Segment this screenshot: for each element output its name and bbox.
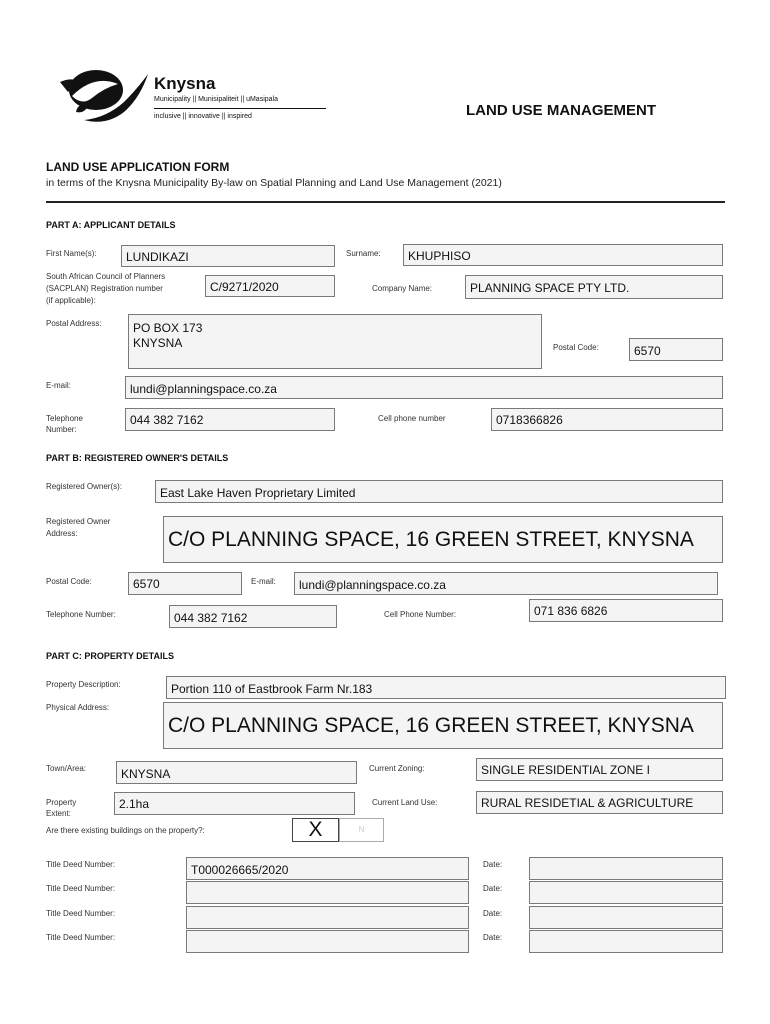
date-label-4: Date:	[483, 933, 503, 942]
postal-address-line-2: KNYSNA	[133, 336, 183, 350]
extent-label-1: Property	[46, 798, 77, 807]
brand-subtitle: Municipality || Munisipaliteit || uMasipala	[154, 96, 278, 103]
b-postal-code-label: Postal Code:	[46, 577, 92, 586]
cell-label: Cell phone number	[378, 414, 446, 423]
brand-tagline: inclusive || innovative || inspired	[154, 113, 252, 120]
postal-code-field[interactable]: 6570	[629, 338, 723, 361]
b-cell-label: Cell Phone Number:	[384, 610, 457, 619]
form-title: LAND USE APPLICATION FORM	[46, 160, 230, 174]
title-deed-field-2[interactable]	[186, 881, 469, 904]
property-description-label: Property Description:	[46, 680, 121, 689]
surname-label: Surname:	[346, 249, 381, 258]
physical-address-label: Physical Address:	[46, 703, 110, 712]
telephone-field[interactable]: 044 382 7162	[125, 408, 335, 431]
date-field-3[interactable]	[529, 906, 723, 929]
b-email-field[interactable]: lundi@planningspace.co.za	[294, 572, 718, 595]
sacplan-label-1: South African Council of Planners	[46, 272, 166, 281]
brand-name: Knysna	[154, 74, 216, 93]
owner-label: Registered Owner(s):	[46, 482, 123, 491]
title-deed-field-3[interactable]	[186, 906, 469, 929]
title-deed-field-4[interactable]	[186, 930, 469, 953]
brand-divider	[154, 108, 326, 109]
title-deed-label-1: Title Deed Number:	[46, 860, 116, 869]
title-deed-label-4: Title Deed Number:	[46, 933, 116, 942]
title-divider	[46, 201, 725, 203]
telephone-label-1: Telephone	[46, 414, 83, 423]
part-c-heading: PART C: PROPERTY DETAILS	[46, 651, 175, 661]
town-field[interactable]: KNYSNA	[116, 761, 357, 784]
zoning-field[interactable]: SINGLE RESIDENTIAL ZONE I	[476, 758, 723, 781]
email-field[interactable]: lundi@planningspace.co.za	[125, 376, 723, 399]
part-a-heading: PART A: APPLICANT DETAILS	[46, 220, 176, 230]
b-postal-code-field[interactable]: 6570	[128, 572, 242, 595]
sacplan-label-2: (SACPLAN) Registration number	[46, 284, 163, 293]
buildings-label: Are there existing buildings on the property?:	[46, 826, 205, 835]
title-deed-field-1[interactable]: T000026665/2020	[186, 857, 469, 880]
title-deed-label-2: Title Deed Number:	[46, 884, 116, 893]
b-email-label: E-mail:	[251, 577, 276, 586]
company-field[interactable]: PLANNING SPACE PTY LTD.	[465, 275, 723, 299]
date-label-2: Date:	[483, 884, 503, 893]
date-label-1: Date:	[483, 860, 503, 869]
page-title: LAND USE MANAGEMENT	[466, 102, 656, 119]
date-field-4[interactable]	[529, 930, 723, 953]
date-label-3: Date:	[483, 909, 503, 918]
extent-label-2: Extent:	[46, 809, 71, 818]
postal-address-label: Postal Address:	[46, 319, 102, 328]
first-name-label: First Name(s):	[46, 249, 97, 258]
part-b-heading: PART B: REGISTERED OWNER'S DETAILS	[46, 453, 229, 463]
surname-field[interactable]: KHUPHISO	[403, 244, 723, 266]
buildings-no-checkbox[interactable]: N	[339, 818, 384, 842]
postal-address-line-1: PO BOX 173	[133, 321, 203, 335]
owner-field[interactable]: East Lake Haven Proprietary Limited	[155, 480, 723, 503]
postal-code-label: Postal Code:	[553, 343, 599, 352]
b-telephone-field[interactable]: 044 382 7162	[169, 605, 337, 628]
sacplan-field[interactable]: C/9271/2020	[205, 275, 335, 297]
cell-field[interactable]: 0718366826	[491, 408, 723, 431]
form-subtitle: in terms of the Knysna Municipality By-law on Spatial Planning and Land Use Management (2021)	[46, 177, 502, 189]
physical-address-field[interactable]: C/O PLANNING SPACE, 16 GREEN STREET, KNYSNA	[163, 702, 723, 749]
company-label: Company Name:	[372, 284, 433, 293]
email-label: E-mail:	[46, 381, 71, 390]
b-cell-field[interactable]: 071 836 6826	[529, 599, 723, 622]
zoning-label: Current Zoning:	[369, 764, 425, 773]
owner-address-field[interactable]: C/O PLANNING SPACE, 16 GREEN STREET, KNYSNA	[163, 516, 723, 563]
owner-address-label-2: Address:	[46, 529, 78, 538]
telephone-label-2: Number:	[46, 425, 77, 434]
land-use-field[interactable]: RURAL RESIDETIAL & AGRICULTURE	[476, 791, 723, 814]
sacplan-label-3: (if applicable):	[46, 296, 96, 305]
postal-address-field[interactable]	[128, 314, 542, 369]
knysna-logo-icon	[54, 62, 154, 128]
property-description-field[interactable]: Portion 110 of Eastbrook Farm Nr.183	[166, 676, 726, 699]
land-use-label: Current Land Use:	[372, 798, 438, 807]
owner-address-label-1: Registered Owner	[46, 517, 111, 526]
date-field-2[interactable]	[529, 881, 723, 904]
date-field-1[interactable]	[529, 857, 723, 880]
b-telephone-label: Telephone Number:	[46, 610, 116, 619]
town-label: Town/Area:	[46, 764, 87, 773]
buildings-yes-checkbox[interactable]: X	[292, 818, 339, 842]
extent-field[interactable]: 2.1ha	[114, 792, 355, 815]
title-deed-label-3: Title Deed Number:	[46, 909, 116, 918]
first-name-field[interactable]: LUNDIKAZI	[121, 245, 335, 267]
